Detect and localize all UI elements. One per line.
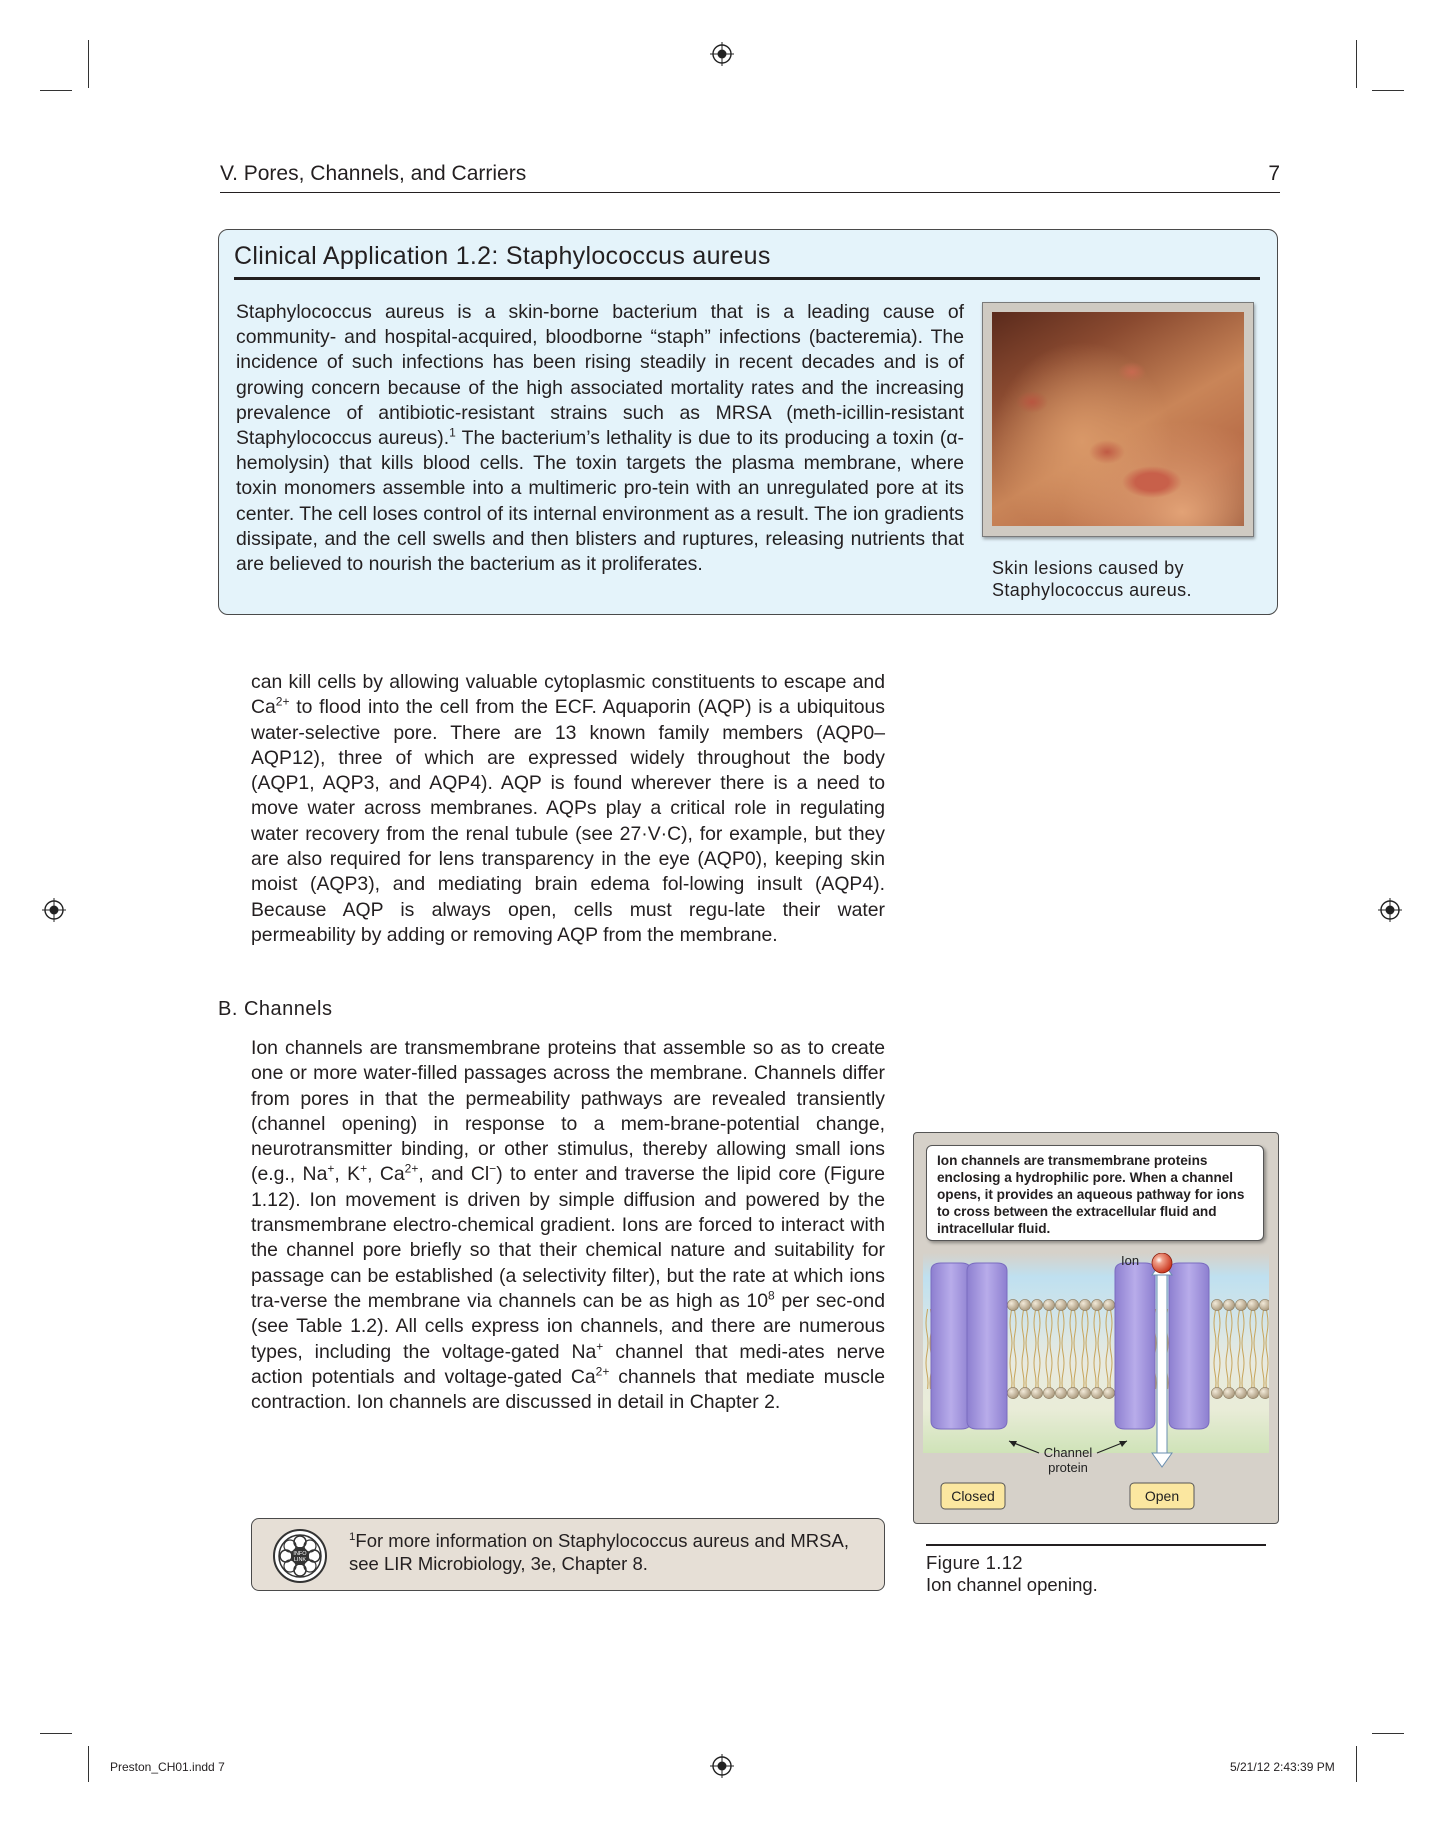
lipid-head xyxy=(1079,1387,1090,1398)
text-run: to flood into the cell from the ECF. Aquaporin (AQP) is a ubiquitous water-selective pore. There are 13 known family members (AQP0–AQP12), three of which are expressed widely throughout the body (AQP1, AQP3, and AQP4). AQP is found wherever there is a need to move water across membranes. AQPs play a critical role in regulating water recovery from the renal tubule (see 27·V·C), for example, but they are also required for lens transparency in the eye (AQP0), keeping skin moist (AQP3), and mediating brain edema fol-lowing insult (AQP4). Because AQP is always open, cells must regu-late their water permeability by adding or removing AQP from the membrane. xyxy=(251,696,885,946)
crop-mark xyxy=(88,1746,89,1782)
clinical-application-text xyxy=(236,300,964,577)
footnote-body: For more information on Staphylococcus aureus and MRSA, see LIR Microbiology, 3e, Chapter 8. xyxy=(349,1530,849,1574)
crop-mark xyxy=(1372,90,1404,91)
text-run: channel that medi-ates nerve action potentials and voltage-gated Ca xyxy=(251,1340,885,1388)
lipid-head xyxy=(1055,1387,1066,1398)
running-head xyxy=(220,160,1280,193)
superscript: + xyxy=(327,1162,335,1177)
title-rule xyxy=(234,277,1260,280)
crop-mark xyxy=(1356,40,1357,88)
lipid-head xyxy=(1007,1387,1018,1398)
lipid-head xyxy=(1019,1299,1030,1310)
superscript: + xyxy=(596,1339,604,1354)
crop-mark xyxy=(88,40,89,88)
registration-mark-icon xyxy=(710,1754,734,1778)
ion-label: Ion xyxy=(1121,1253,1140,1268)
figure-caption-rule xyxy=(926,1544,1266,1546)
lipid-head xyxy=(1043,1299,1054,1310)
body-paragraph xyxy=(251,670,885,948)
superscript: 2+ xyxy=(404,1162,419,1177)
slug-filename: Preston_CH01.indd 7 xyxy=(110,1760,225,1774)
lipid-head xyxy=(1247,1299,1258,1310)
footnote-text xyxy=(349,1529,869,1575)
lipid-head xyxy=(1043,1387,1054,1398)
figure-number: Figure 1.12 xyxy=(926,1552,1023,1573)
lipid-head xyxy=(1235,1387,1246,1398)
text-run: per sec-ond (see Table 1.2). All cells express ion channels, and there are numerous types, including the voltage-gated Na xyxy=(251,1289,885,1363)
channel-protein-label: protein xyxy=(1048,1460,1088,1475)
lipid-head xyxy=(1223,1299,1234,1310)
figure-callout: Ion channels are transmembrane proteins enclosing a hydrophilic pore. When a channel opens, it provides an aqueous pathway for ions to cross between the extracellular fluid and intracellular fluid. xyxy=(926,1145,1264,1241)
icon-label: INFO xyxy=(293,1551,307,1557)
photo-caption-line: Staphylococcus aureus. xyxy=(992,580,1192,600)
crop-mark xyxy=(40,90,72,91)
text-run: ) to enter and traverse the lipid core (Figure 1.12). Ion movement is driven by simple diffusion and powered by the transmembrane electro-chemical gradient. Ions are forced to interact with the channel pore briefly so that their chemical nature and suitability for passage can be established (a selectivity filter), but the rate at which ions tra-verse the membrane via channels can be as high as 10 xyxy=(251,1163,885,1312)
lipid-head xyxy=(1019,1387,1030,1398)
figure-panel xyxy=(913,1132,1279,1524)
text-run: Ion channels are transmembrane proteins that assemble so as to create one or more water-filled passages across the membrane. Channels differ from pores in that the permeability pathways are revealed transiently (channel opening) in response to a mem-brane-potential change, neurotransmitter binding, or other stimulus, thereby allowing small ions (e.g., Na xyxy=(251,1037,885,1186)
channel-protein-label: Channel xyxy=(1043,1445,1093,1460)
lipid-head xyxy=(1247,1387,1258,1398)
superscript: + xyxy=(360,1162,368,1177)
lipid-head xyxy=(1079,1299,1090,1310)
info-link-icon xyxy=(272,1528,328,1584)
lipid-head xyxy=(1103,1387,1114,1398)
lipid-head xyxy=(1031,1387,1042,1398)
text-run: , Ca xyxy=(367,1163,405,1186)
lipid-head xyxy=(1211,1299,1222,1310)
open-label: Open xyxy=(1144,1488,1180,1504)
crop-mark xyxy=(1356,1746,1357,1782)
lipid-head xyxy=(1211,1387,1222,1398)
photo-frame xyxy=(982,302,1254,537)
footnote-marker: 1 xyxy=(349,1530,356,1543)
registration-mark-icon xyxy=(710,42,734,66)
crop-mark xyxy=(40,1733,72,1734)
lipid-head xyxy=(1259,1387,1269,1398)
lipid-head xyxy=(1091,1299,1102,1310)
ion-ball xyxy=(1152,1253,1172,1273)
superscript: 8 xyxy=(768,1288,775,1303)
running-head-title: V. Pores, Channels, and Carriers xyxy=(220,162,527,185)
text-run: , K xyxy=(334,1163,361,1186)
skin-lesion-photo xyxy=(992,312,1244,526)
clinical-application-box xyxy=(218,229,1278,615)
superscript: − xyxy=(489,1162,497,1177)
lipid-head xyxy=(1259,1299,1269,1310)
lipid-head xyxy=(1091,1387,1102,1398)
lipid-head xyxy=(1055,1299,1066,1310)
lipid-head xyxy=(1007,1299,1018,1310)
text-run: , and Cl xyxy=(418,1163,490,1186)
lipid-head xyxy=(1103,1299,1114,1310)
registration-mark-icon xyxy=(42,898,66,922)
closed-label: Closed xyxy=(951,1488,995,1504)
superscript: 2+ xyxy=(595,1364,610,1379)
closed-channel-protein xyxy=(931,1263,1007,1429)
photo-caption-line: Skin lesions caused by xyxy=(992,558,1184,578)
ion-channel-diagram xyxy=(923,1253,1269,1515)
clinical-text-part: The bacterium’s lethality is due to its producing a toxin (α-hemolysin) that kills blood cells. The toxin targets the plasma membrane, where toxin monomers assemble into a multimeric pro-tein with an unregulated pore at its center. The cell loses control of its internal environment as a result. The ion gradients dissipate, and the cell swells and then blisters and ruptures, releasing nutrients that are believed to nourish the bacterium as it proliferates. xyxy=(236,427,965,576)
text-run: channels that mediate muscle contraction. Ion channels are discussed in detail in Chapter 2. xyxy=(251,1365,886,1414)
lipid-head xyxy=(1223,1387,1234,1398)
clinical-text-part: Staphylococcus aureus is a skin-borne bacterium that is a leading cause of community- and hospital-acquired, bloodborne “staph” infections (bacteremia). The incidence of such infections has been rising steadily in recent decades and is of growing concern because of the high associated mortality rates and the increasing prevalence of antibiotic-resistant strains such as MRSA (meth-icillin-resistant Staphylococcus aureus). xyxy=(236,301,964,450)
crop-mark xyxy=(1372,1733,1404,1734)
slug-timestamp: 5/21/12 2:43:39 PM xyxy=(1230,1760,1335,1774)
lipid-head xyxy=(1031,1299,1042,1310)
clinical-application-title: Clinical Application 1.2: Staphylococcus aureus xyxy=(234,242,771,270)
page-number: 7 xyxy=(1268,162,1280,185)
body-paragraph xyxy=(251,1036,885,1415)
icon-label: LINK xyxy=(293,1557,307,1563)
footnote-reference: 1 xyxy=(449,425,456,440)
superscript: 2+ xyxy=(275,694,290,709)
figure-title: Ion channel opening. xyxy=(926,1574,1098,1595)
text-run: can kill cells by allowing valuable cytoplasmic constituents to escape and Ca xyxy=(251,671,885,719)
lipid-head xyxy=(1067,1299,1078,1310)
lipid-head xyxy=(1235,1299,1246,1310)
lipid-head xyxy=(1067,1387,1078,1398)
photo-caption xyxy=(992,557,1192,601)
section-heading: B. Channels xyxy=(218,998,333,1020)
info-link-box xyxy=(251,1518,885,1591)
registration-mark-icon xyxy=(1378,898,1402,922)
